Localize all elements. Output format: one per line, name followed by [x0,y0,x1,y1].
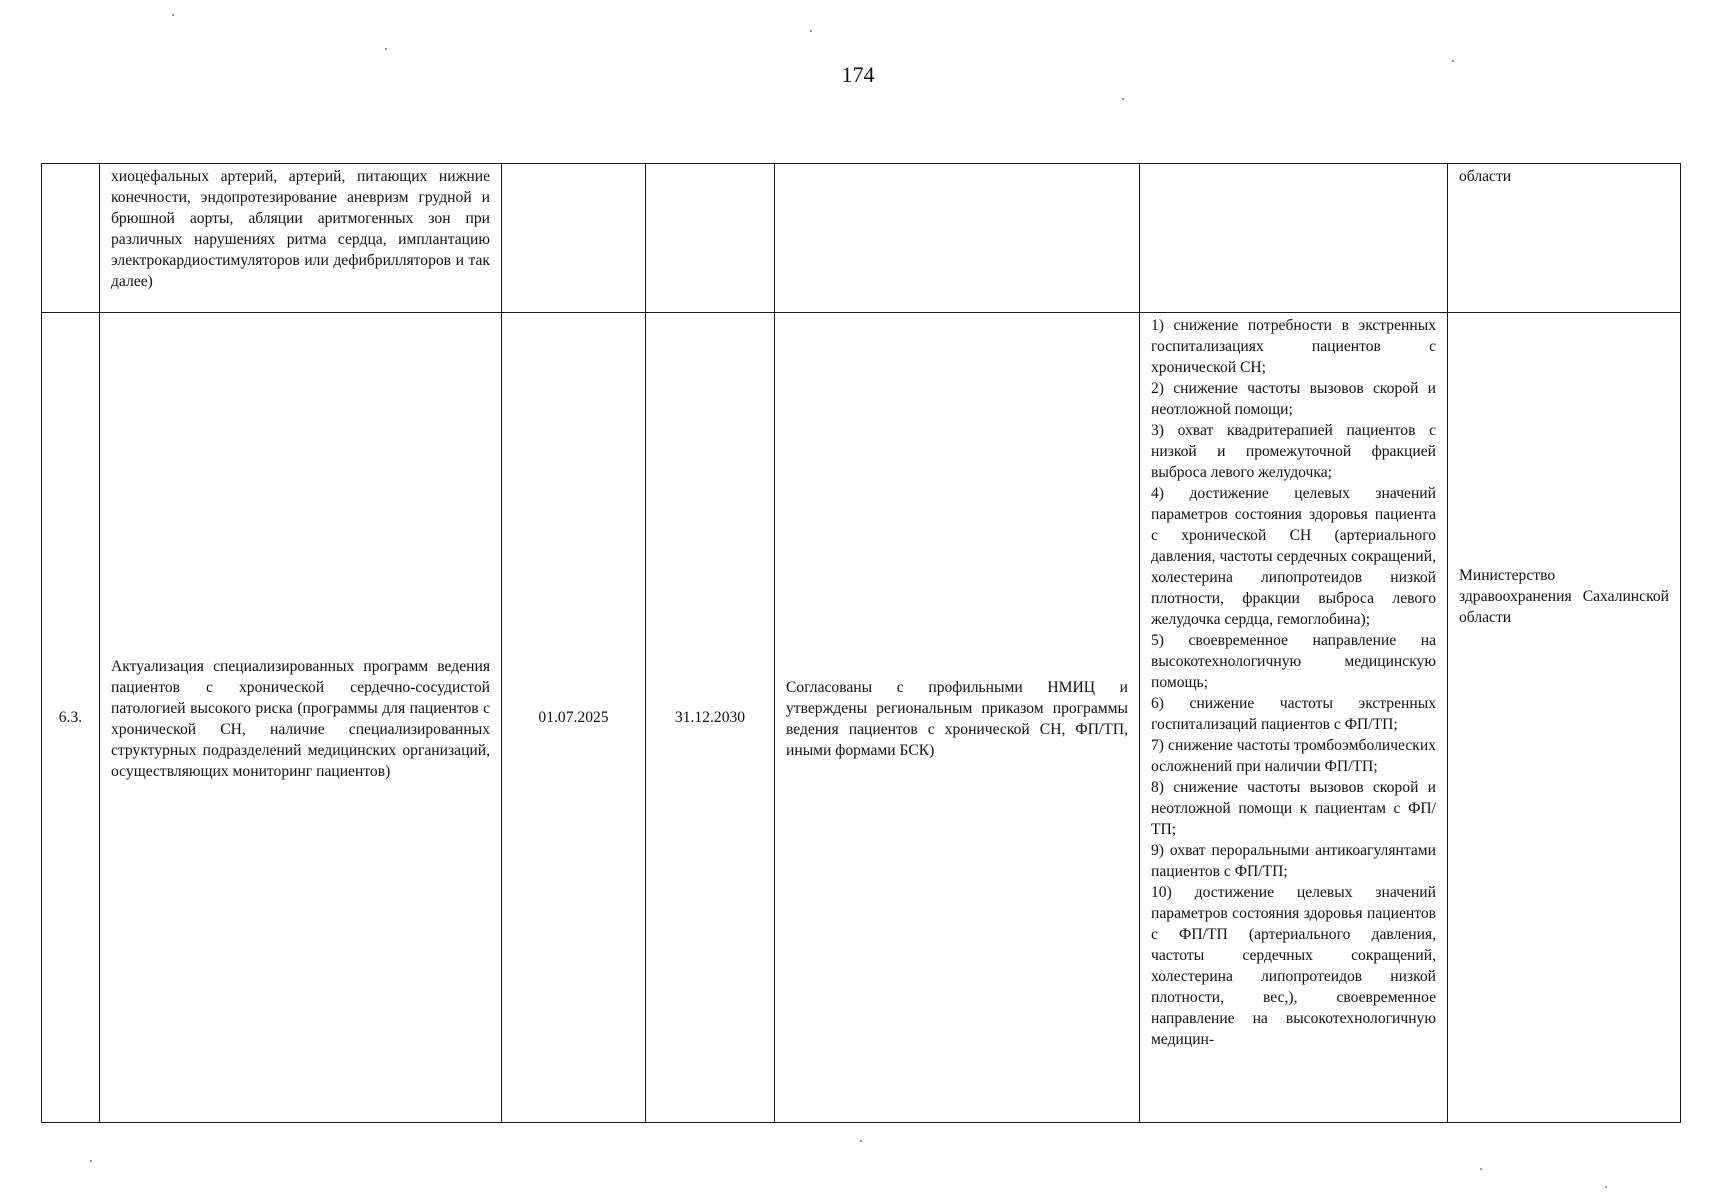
indicator-item-3: 3) охват квадритерапией пациентов с низкой и промежуточной фракцией выброса левого желудочка; [1151,422,1436,481]
cell-start-continued [502,164,646,313]
cell-end-date [646,313,775,1123]
scan-speck [1480,1168,1482,1170]
cell-activity [100,313,502,1123]
cell-responsible [1448,313,1681,1123]
indicator-item-6: 6) снижение частоты экстренных госпитализаций пациентов с ФП/ТП; [1151,695,1436,733]
scan-speck [90,1160,92,1162]
indicator-item-2: 2) снижение частоты вызовов скорой и неотложной помощи; [1151,380,1436,418]
cell-indicators-continued [1140,164,1448,313]
cell-result [775,313,1140,1123]
indicator-item-1: 1) снижение потребности в экстренных госпитализациях пациентов с хронической СН; [1151,317,1436,376]
scan-speck [385,48,387,50]
end-date: 31.12.2030 [674,709,746,726]
responsible-text-continued: области [1459,168,1512,185]
activity-text-continued: хиоцефальных артерий, артерий, питающих нижние конечности, эндопротезирование аневризм грудной и брюшной аорты, абляции аритмогенных зон при различных нарушениях ритма сердца, имплантацию электрокардиостимуляторов или дефибрилляторов и так далее) [111,168,490,290]
cell-indicators [1140,313,1448,1123]
indicators-list [1140,313,1447,1122]
responsible-text: Министерство здравоохранения Сахалинской области [1459,567,1669,626]
page-number: 174 [841,62,875,87]
cell-number-continued [42,164,100,313]
cell-activity-continued [100,164,502,313]
table-row-continued [42,164,1681,313]
indicator-item-8: 8) снижение частоты вызовов скорой и неотложной помощи к пациентам с ФП/ТП; [1151,779,1436,838]
cell-responsible-continued [1448,164,1681,313]
indicator-item-7: 7) снижение частоты тромбоэмболических осложнений при наличии ФП/ТП; [1151,737,1436,775]
indicator-item-10: 10) достижение целевых значений параметров состояния здоровья пациентов с ФП/ТП (артериального давления, частоты сердечных сокращений, холестерина липопротеидов низкой плотности, вес,), своевременное направление на высокотехнологичную медицин- [1151,884,1436,1048]
plan-table [41,163,1681,1123]
cell-result-continued [775,164,1140,313]
cell-end-continued [646,164,775,313]
activity-text: Актуализация специализированных программ ведения пациентов с хронической сердечно-сосудистой патологией высокого риска (программы для пациентов с хронической СН, наличие специализированных структурных подразделений медицинских организаций, осуществляющих мониторинг пациентов) [111,657,490,780]
scan-speck [860,1140,862,1142]
scan-speck [172,14,174,16]
indicator-item-4: 4) достижение целевых значений параметров состояния здоровья пациента с хронической СН (артериального давления, частоты сердечных сокращений, холестерина липопротеидов низкой плотности, фракции выброса левого желудочка сердца, гемоглобина); [1151,485,1436,628]
cell-start-date [502,313,646,1123]
start-date: 01.07.2025 [538,709,609,726]
scan-speck [1452,60,1454,62]
row-number: 6.3. [58,709,83,726]
cell-row-number [42,313,100,1123]
table-row-6-3 [42,313,1681,1123]
scan-speck [810,30,812,32]
scan-speck [1122,98,1124,100]
scan-speck [1605,1186,1607,1188]
indicator-item-9: 9) охват пероральными антикоагулянтами пациентов с ФП/ТП; [1151,842,1436,880]
result-text: Согласованы с профильными НМИЦ и утверждены региональным приказом программы ведения пациентов с хронической СН, ФП/ТП, иными формами БСК) [786,678,1128,759]
indicator-item-5: 5) своевременное направление на высокотехнологичную медицинскую помощь; [1151,632,1436,691]
